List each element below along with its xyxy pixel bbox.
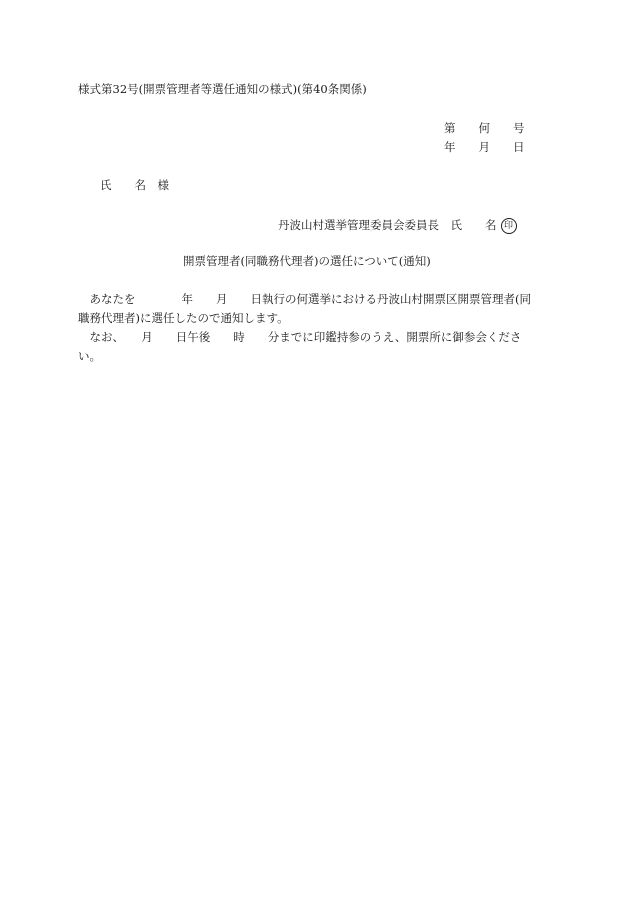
body-line-2: 職務代理者)に選任したので通知します。 [78, 311, 289, 325]
seal-stamp: 印 [501, 218, 517, 234]
body-line-3: なお、 月 日午後 時 分までに印鑑持参のうえ、開票所に御参会くださ [78, 330, 522, 344]
document-date: 年 月 日 [444, 140, 525, 154]
document-number: 第 何 号 [444, 121, 525, 135]
subject-title: 開票管理者(同職務代理者)の選任について(通知) [183, 254, 431, 268]
body-line-1: あなたを 年 月 日執行の何選挙における丹波山村開票区開票管理者(同 [78, 292, 531, 306]
form-title: 様式第32号(開票管理者等選任通知の様式)(第40条関係) [78, 82, 367, 96]
sender-line [278, 218, 517, 234]
sender-name: 丹波山村選挙管理委員会委員長 氏 名 [278, 218, 497, 232]
body-line-4: い。 [78, 349, 101, 363]
addressee: 氏 名 様 [100, 178, 169, 192]
